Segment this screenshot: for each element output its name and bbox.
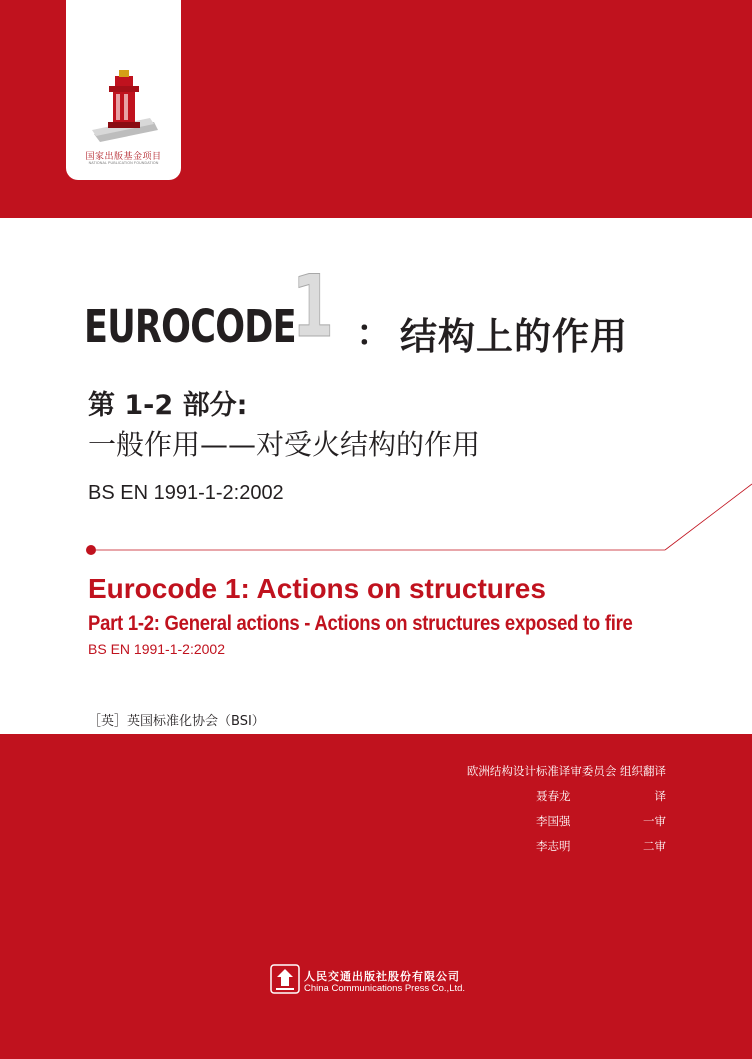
english-title: Eurocode 1: Actions on structures: [88, 573, 546, 604]
divider-line: [0, 470, 752, 560]
eurocode-title: EUROCODE: [84, 300, 296, 353]
credit-name: 聂春龙: [536, 789, 571, 803]
credit-role: 二审: [643, 839, 666, 853]
part-subtitle: 一般作用——对受火结构的作用: [88, 428, 481, 461]
credit-name: 李志明: [536, 839, 571, 853]
monument-logo-icon: [88, 70, 160, 146]
credit-row: [467, 813, 666, 829]
english-part: Part 1-2: General actions - Actions on structures exposed to fire: [88, 611, 633, 635]
credit-role: 译: [654, 789, 666, 803]
author: ［英］英国标准化协会（BSI）: [88, 714, 265, 729]
standard-code: BS EN 1991-1-2:2002: [88, 482, 284, 504]
chinese-title: 结构上的作用: [400, 315, 628, 358]
translation-credits: [467, 763, 666, 863]
publisher-logo-icon: [270, 964, 300, 994]
foundation-name-cn: 国家出版基金项目: [85, 152, 162, 162]
title-colon: ：: [356, 313, 393, 354]
credit-row: [467, 788, 666, 804]
publisher-name-cn: 人民交通出版社股份有限公司: [304, 970, 460, 983]
english-code: BS EN 1991-1-2:2002: [88, 641, 225, 657]
translation-org: 欧洲结构设计标准译审委员会 组织翻译: [466, 764, 666, 778]
part-label: 第 1-2 部分:: [88, 390, 248, 421]
foundation-name-en: NATIONAL PUBLICATION FOUNDATION: [88, 161, 159, 165]
publisher: [270, 964, 466, 999]
eurocode-number: 1: [292, 257, 334, 357]
credit-name: 李国强: [536, 814, 571, 828]
credit-row: [467, 838, 666, 854]
publisher-name-en: China Communications Press Co.,Ltd.: [304, 983, 466, 994]
foundation-badge: [66, 0, 181, 180]
credit-role: 一审: [643, 814, 666, 828]
